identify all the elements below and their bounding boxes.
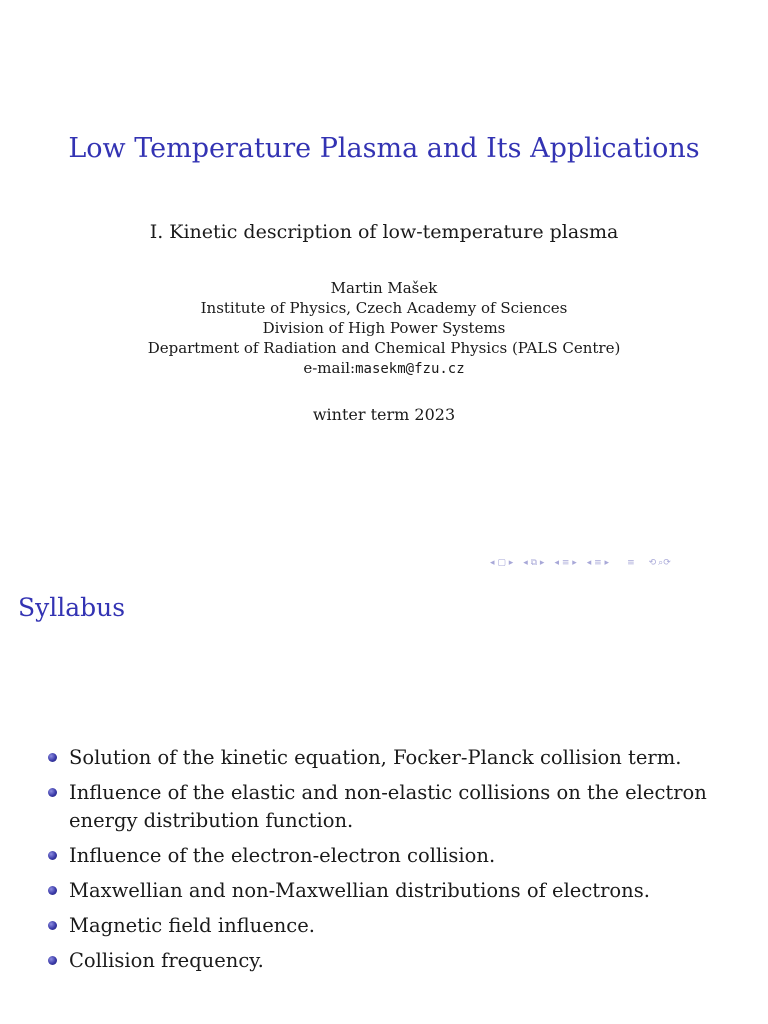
bullet-icon <box>48 886 57 895</box>
back-forward-icon[interactable]: ⌕⟳ <box>658 558 671 568</box>
author-name: Martin Mašek <box>330 279 438 297</box>
subsubsection-nav-icon[interactable]: ◂ ≡ ▸ <box>586 558 610 568</box>
bullet-icon <box>48 956 57 965</box>
bullet-icon <box>48 788 57 797</box>
navigation-symbols <box>490 555 762 571</box>
affiliation-division: Division of High Power Systems <box>262 319 506 337</box>
presentation-subtitle: I. Kinetic description of low-temperature plasma <box>149 221 619 243</box>
subsection-nav-icon[interactable]: ◂ ⧉ ▸ <box>523 558 545 568</box>
bullet-icon <box>48 753 57 762</box>
list-item: Influence of the electron-electron collision. <box>48 842 748 870</box>
email-link[interactable]: masekm@fzu.cz <box>355 361 465 377</box>
search-icon[interactable]: ⟲ <box>648 558 657 568</box>
section-nav-icon[interactable]: ◂ ≡ ▸ <box>554 558 577 568</box>
affiliation-department: Department of Radiation and Chemical Physics (PALS Centre) <box>147 339 621 357</box>
list-item: Solution of the kinetic equation, Focker-Planck collision term. <box>48 744 748 772</box>
syllabus-heading: Syllabus <box>18 593 126 622</box>
frame-nav-icon[interactable]: ◂ ▢ ▸ <box>490 558 514 568</box>
email-label: e-mail: <box>303 359 356 377</box>
list-item: Collision frequency. <box>48 947 748 975</box>
presentation-title: Low Temperature Plasma and Its Applications <box>68 133 700 164</box>
bullet-icon <box>48 851 57 860</box>
email-line <box>0 358 768 378</box>
syllabus-slide <box>0 576 768 1024</box>
list-item: Magnetic field influence. <box>48 912 748 940</box>
syllabus-list <box>48 744 748 982</box>
affiliation-institute: Institute of Physics, Czech Academy of Sciences <box>200 299 568 317</box>
term-date: winter term 2023 <box>312 405 456 424</box>
list-item: Maxwellian and non-Maxwellian distributions of electrons. <box>48 877 748 905</box>
list-item: Influence of the elastic and non-elastic collisions on the electron energy distribution function. <box>48 779 748 835</box>
outline-icon[interactable]: ≡ <box>627 558 635 568</box>
author-block <box>0 278 768 378</box>
bullet-icon <box>48 921 57 930</box>
